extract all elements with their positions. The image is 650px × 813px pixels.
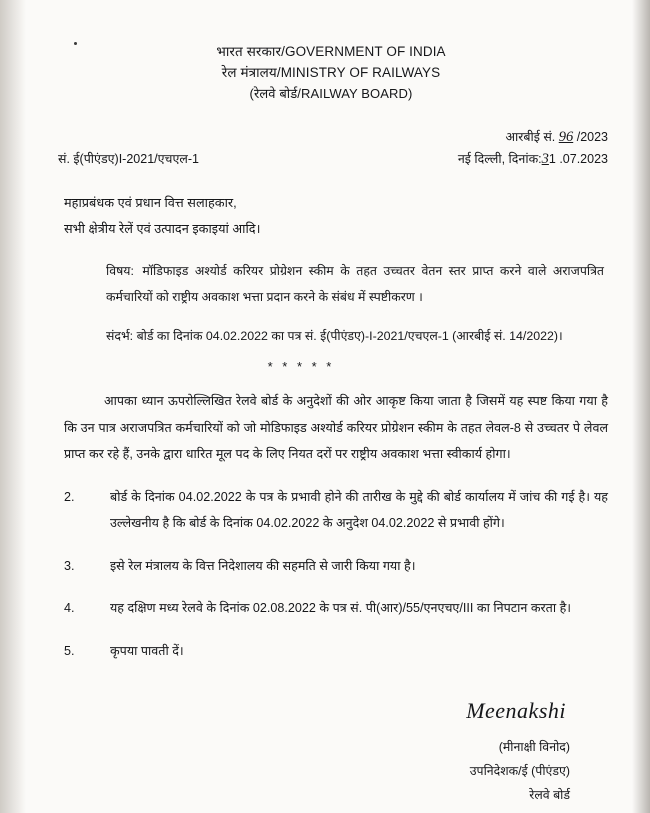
paragraph-3-text: इसे रेल मंत्रालय के वित्त निदेशालय की सहमति से जारी किया गया है। xyxy=(110,558,416,573)
rbe-number xyxy=(505,128,608,146)
addressee-block xyxy=(64,190,634,241)
place-and-date xyxy=(458,150,608,168)
addressee-line-2: सभी क्षेत्रीय रेलें एवं उत्पादन इकाइयां आदि। xyxy=(64,220,261,236)
paragraph-5 xyxy=(64,638,608,664)
subject-block xyxy=(106,259,604,310)
paragraph-3-number: 3. xyxy=(64,558,75,573)
reference-block xyxy=(106,324,604,349)
signature-block xyxy=(28,690,570,807)
addressee-line-1: महाप्रबंधक एवं प्रधान वित्त सलाहकार, xyxy=(64,194,237,210)
rbe-year: /2023 xyxy=(576,129,608,144)
reference-row xyxy=(28,128,634,174)
scan-speck xyxy=(74,42,77,45)
letter-number: सं. ई(पीएंडए)I-2021/एचएल-1 xyxy=(58,151,199,166)
paragraph-4-text: यह दक्षिण मध्य रेलवे के दिनांक 02.08.2022 के पत्र सं. पी(आर)/55/एनएचए/III का निपटान करता है। xyxy=(110,601,572,616)
reference-text: बोर्ड का दिनांक 04.02.2022 का पत्र सं. ई(पीएंडए)-I-2021/एचएल-1 (आरबीई सं. 14/2022)। xyxy=(136,329,563,344)
paragraph-5-number: 5. xyxy=(64,643,75,658)
paragraph-2-number: 2. xyxy=(64,489,75,504)
paragraph-5-text: कृपया पावती दें। xyxy=(110,643,184,658)
letterhead-line-ministry: रेल मंत्रालय/MINISTRY OF RAILWAYS xyxy=(221,64,441,80)
paragraph-4 xyxy=(64,595,608,621)
subject-text: मॉडिफाइड अश्योर्ड करियर प्रोग्रेशन स्कीम के तहत उच्चतर वेतन स्तर प्राप्त करने वाले अराजपत्रित कर्मचारियों को राष्ट्रीय अवकाश भत्ता प्रदान करने के संबंध में स्पष्टीकरण । xyxy=(106,264,604,304)
letterhead-line-board: (रेलवे बोर्ड/RAILWAY BOARD) xyxy=(249,85,413,101)
paragraph-2 xyxy=(64,484,608,537)
paragraph-2-text: बोर्ड के दिनांक 04.02.2022 के पत्र के प्रभावी होने की तारीख के मुद्दे की बोर्ड कार्यालय में जांच की गई है। यह उल्लेखनीय है कि बोर्ड के दिनांक 04.02.2022 के अनुदेश 04.02.2022 से प्रभावी होंगे। xyxy=(110,489,608,531)
letterhead xyxy=(28,42,634,104)
paragraph-3 xyxy=(64,553,608,579)
signatory-office: रेलवे बोर्ड xyxy=(529,788,570,803)
signatory-name: (मीनाक्षी विनोद) xyxy=(498,739,570,754)
letterhead-line-government: भारत सरकार/GOVERNMENT OF INDIA xyxy=(216,44,446,59)
reference-label: संदर्भ: xyxy=(106,329,134,344)
paragraph-4-number: 4. xyxy=(64,601,75,616)
rbe-handwritten-number: 96 xyxy=(558,128,574,145)
rbe-label: आरबीई सं. xyxy=(505,129,556,144)
handwritten-signature: Meenakshi xyxy=(466,697,566,723)
separator-asterisks: * * * * * xyxy=(267,359,335,375)
document-sheet xyxy=(28,6,634,807)
date-rest: 1 .07.2023 xyxy=(548,151,608,166)
place-date-label: नई दिल्ली, दिनांक: xyxy=(457,151,542,166)
signatory-designation: उपनिदेशक/ई (पीएंडए) xyxy=(469,764,570,779)
date-handwritten-day: 3 xyxy=(541,150,549,167)
paragraph-1: आपका ध्यान ऊपरोल्लिखित रेलवे बोर्ड के अनुदेशों की ओर आकृष्ट किया जाता है जिसमें यह स्पष्ट किया गया है कि उन पात्र अराजपत्रित कर्मचारियों को जो मोडिफाइड अश्योर्ड करियर प्रोग्रेशन स्कीम के तहत लेवल-8 से उच्चतर पे लेवल प्राप्त कर रहे हैं, उनके द्वारा धारित मूल पद के लिए नियत दरों पर राष्ट्रीय अवकाश भत्ता स्वीकार्य होगा। xyxy=(64,394,608,462)
subject-label: विषय: xyxy=(106,264,134,279)
